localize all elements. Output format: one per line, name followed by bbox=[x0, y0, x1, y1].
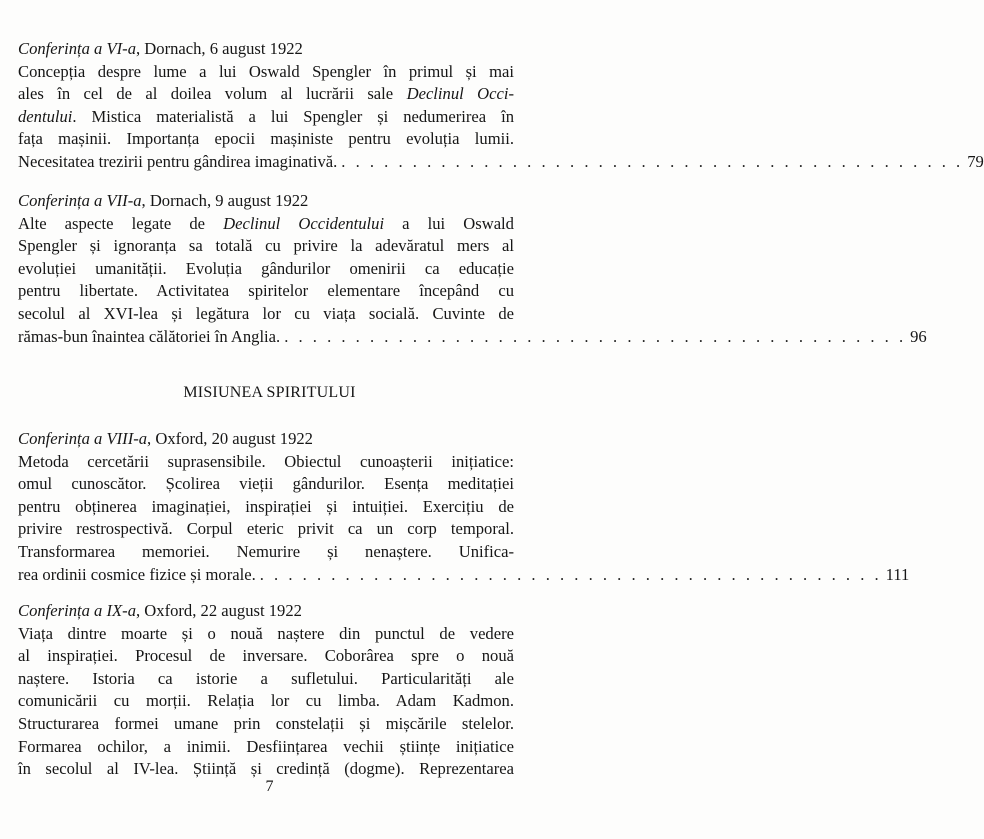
entry-text-line: Formarea ochilor, a inimii. Desființarea vechii științe inițiatice bbox=[18, 736, 514, 756]
entry-heading: Conferința a IX-a, Oxford, 22 august 1922 bbox=[18, 601, 302, 620]
entry-text-line: privire restrospectivă. Corpul eteric privit ca un corp temporal. bbox=[18, 519, 514, 539]
entry-text-line: Transformarea memoriei. Nemurire și nenaștere. Unifica- bbox=[18, 541, 514, 561]
entry-text-line: Spengler și ignoranța sa totală cu privire la adevăratul mers al bbox=[18, 236, 514, 256]
entry-text-line: Alte aspecte legate de Declinul Occidentului a lui Oswald bbox=[18, 213, 514, 233]
entry-text-line: pentru libertate. Activitatea spiritelor elementare începând cu bbox=[18, 281, 514, 301]
page-number: 7 bbox=[265, 778, 274, 795]
entry-text-line: Viața dintre moarte și o nouă naștere din punctul de vedere bbox=[18, 623, 514, 643]
toc-entry-9 bbox=[18, 600, 514, 781]
entry-text-line: naștere. Istoria ca istorie a sufletului. Particularități ale bbox=[18, 668, 514, 688]
toc-entry-8 bbox=[18, 428, 910, 586]
entry-heading: Conferința a VI-a, Dornach, 6 august 1922 bbox=[18, 39, 303, 58]
entry-heading: Conferința a VII-a, Dornach, 9 august 1922 bbox=[18, 191, 309, 210]
entry-text-line: dentului. Mistica materialistă a lui Spengler și nedumerirea în bbox=[18, 106, 514, 126]
entry-heading: Conferința a VIII-a, Oxford, 20 august 1922 bbox=[18, 429, 313, 448]
entry-last-line: rea ordinii cosmice fizice și morale. . . . . . . . . . . . . . . . . . . . . . . . . . . . . . . . . . . . . . . . . . . . . 111 bbox=[18, 564, 514, 587]
entry-text-line: Metoda cercetării suprasensibile. Obiectul cunoașterii inițiatice: bbox=[18, 451, 514, 471]
leader-dots: . . . . . . . . . . . . . . . . . . . . . . . . . . . . . . . . . . . . . . . . . . . . bbox=[259, 564, 882, 584]
page-reference: 111 bbox=[885, 564, 910, 584]
entry-text-line: evoluției umanității. Evoluția gândurilor omenirii ca educație bbox=[18, 258, 514, 278]
entry-text-line: Structurarea formei umane prin constelații și mișcările stelelor. bbox=[18, 713, 514, 733]
entry-text-line: ales în cel de al doilea volum al lucrării sale Declinul Occi- bbox=[18, 84, 515, 104]
page-reference: 96 bbox=[910, 326, 927, 346]
toc-entry-7 bbox=[18, 190, 927, 348]
entry-last-line: rămas-bun înaintea călătoriei în Anglia. . . . . . . . . . . . . . . . . . . . . . . . . . . . . . . . . . . . . . . . . . . . . 96 bbox=[18, 326, 514, 349]
entry-text-line: secolul al XVI-lea și legătura lor cu viața socială. Cuvinte de bbox=[18, 303, 514, 323]
toc-entry-6 bbox=[18, 38, 984, 174]
leader-dots: . . . . . . . . . . . . . . . . . . . . . . . . . . . . . . . . . . . . . . . . . . . . bbox=[284, 326, 907, 346]
entry-text-line: al inspirației. Procesul de inversare. Coborârea spre o nouă bbox=[18, 646, 514, 666]
entry-text-line: comunicării cu morții. Relația lor cu limba. Adam Kadmon. bbox=[18, 691, 514, 711]
entry-text-line: fața mașinii. Importanța epocii mașiniste pentru evoluția lumii. bbox=[18, 129, 514, 149]
entry-text-line: pentru obținerea imaginației, inspirației și intuiției. Exercițiu de bbox=[18, 496, 514, 516]
entry-last-line: Necesitatea trezirii pentru gândirea imaginativă. . . . . . . . . . . . . . . . . . . . . . . . . . . . . . . . . . . . . . . . . . . . . 79 bbox=[18, 151, 514, 174]
section-title: MISIUNEA SPIRITULUI bbox=[183, 384, 356, 401]
page-reference: 79 bbox=[967, 151, 984, 171]
entry-text-line: omul cunoscător. Școlirea vieții gândurilor. Esența meditației bbox=[18, 474, 514, 494]
leader-dots: . . . . . . . . . . . . . . . . . . . . . . . . . . . . . . . . . . . . . . . . . . . . bbox=[341, 151, 964, 171]
entry-text-line: în secolul al IV-lea. Știință și credință (dogme). Reprezentarea bbox=[18, 759, 514, 779]
entry-text-line: Concepția despre lume a lui Oswald Spengler în primul și mai bbox=[18, 61, 514, 81]
